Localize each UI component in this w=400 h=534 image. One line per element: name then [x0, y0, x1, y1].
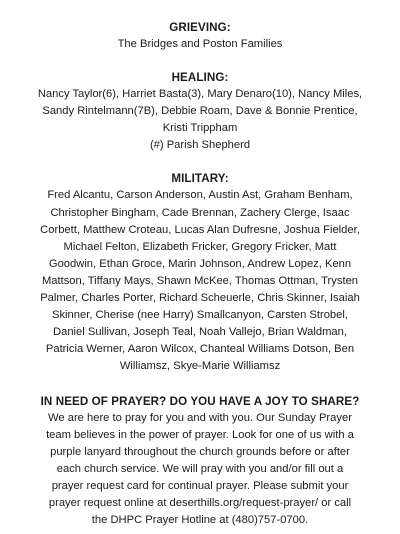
military-line: Mattson, Tiffany Mays, Shawn McKee, Thomas Ottman, Trysten	[41, 274, 359, 287]
prayer-request-line: team believes in the power of prayer. Look for one of us with a	[46, 428, 354, 441]
military-line: Daniel Sullivan, Joseph Teal, Noah Vallejo, Brian Waldman,	[53, 326, 347, 339]
prayer-request-heading: IN NEED OF PRAYER? DO YOU HAVE A JOY TO SHARE?	[40, 394, 360, 408]
parish-shepherd-note: (#) Parish Shepherd	[149, 139, 251, 152]
prayer-request-line: each church service. We will pray with you and/or fill out a	[56, 462, 344, 475]
military-heading: MILITARY:	[171, 172, 229, 186]
grieving-heading: GRIEVING:	[169, 21, 231, 34]
prayer-request-line: prayer request card for continual prayer. Please submit your	[51, 479, 349, 492]
section-spacer	[6, 53, 394, 69]
healing-heading: HEALING:	[171, 71, 229, 85]
military-line: Patricia Werner, Aaron Wilcox, Chanteal Williams Dotson, Ben	[45, 343, 355, 356]
military-line: Corbett, Matthew Croteau, Lucas Alan Dufresne, Joshua Fielder,	[40, 223, 360, 236]
military-section	[6, 170, 394, 375]
military-line: Williamsz, Skye-Marie Williamsz	[119, 360, 281, 373]
section-spacer	[6, 376, 394, 393]
military-line: Michael Felton, Elizabeth Fricker, Gregory Fricker, Matt	[63, 240, 337, 253]
prayer-request-line: We are here to pray for you and with you. Our Sunday Prayer	[48, 411, 352, 424]
prayer-hotline-line: the DHPC Prayer Hotline at (480)757-0700.	[91, 514, 309, 527]
healing-line: Kristi Trippham	[162, 122, 238, 135]
military-line: Skinner, Cherise (nee Harry) Smallcanyon, Carsten Strobel,	[52, 309, 348, 322]
military-line: Fred Alcantu, Carson Anderson, Austin Ast, Graham Benham,	[47, 189, 353, 202]
healing-line: Nancy Taylor(6), Harriet Basta(3), Mary Denaro(10), Nancy Miles,	[37, 88, 363, 101]
military-line: Goodwin, Ethan Groce, Marin Johnson, Andrew Lopez, Kenn	[48, 257, 352, 270]
military-line: Palmer, Charles Porter, Richard Scheuerle, Chris Skinner, Isaiah	[40, 292, 360, 305]
prayer-request-line: purple lanyard throughout the church grounds before or after	[50, 445, 350, 458]
grieving-line: The Bridges and Poston Families	[117, 38, 283, 50]
prayer-request-url-line: prayer request online at deserthills.org/request-prayer/ or call	[48, 496, 352, 509]
grieving-section	[6, 19, 394, 53]
section-spacer	[6, 154, 394, 170]
healing-line: Sandy Rintelmann(7B), Debbie Roam, Dave & Bonnie Prentice,	[42, 105, 358, 118]
military-line: Christopher Bingham, Cade Brennan, Zachery Clerge, Isaac	[50, 206, 350, 219]
healing-section	[6, 69, 394, 154]
prayer-request-section	[6, 393, 394, 530]
